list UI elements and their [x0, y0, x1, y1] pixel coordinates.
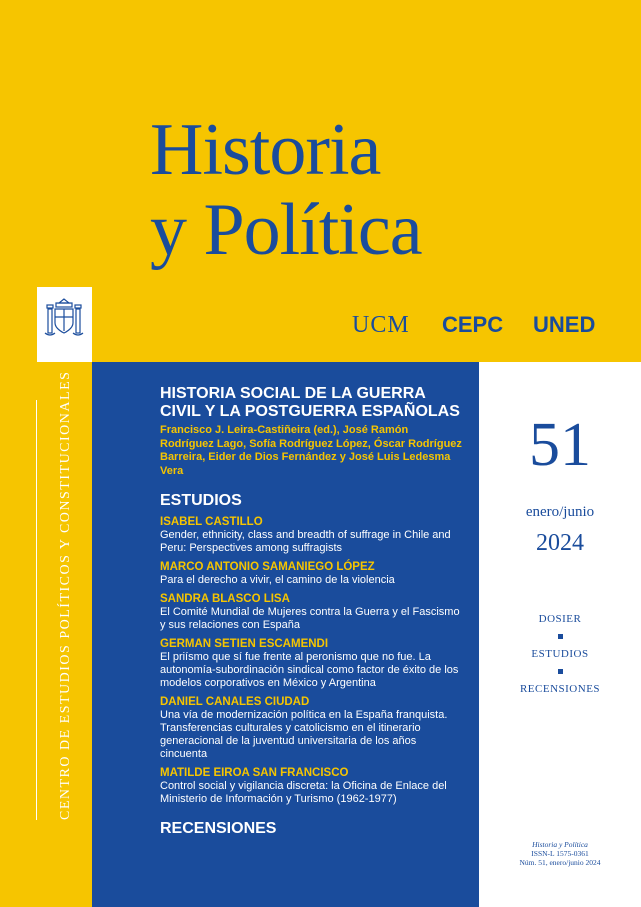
- recensiones-heading: RECENSIONES: [160, 820, 277, 837]
- coat-of-arms-icon: [37, 287, 92, 362]
- dossier-title: HISTORIA SOCIAL DE LA GUERRA CIVIL Y LA POSTGUERRA ESPAÑOLAS: [160, 385, 460, 420]
- article-entry: [160, 638, 465, 690]
- article-author: DANIEL CANALES CIUDAD: [160, 696, 310, 708]
- bullet-icon: [558, 634, 563, 639]
- publisher-vertical-text: CENTRO DE ESTUDIOS POLÍTICOS Y CONSTITUCIONALES: [58, 370, 73, 820]
- journal-title-line2: y Política: [150, 189, 422, 271]
- article-title: Para el derecho a vivir, el camino de la violencia: [160, 574, 395, 586]
- estudios-heading: ESTUDIOS: [160, 492, 242, 509]
- uned-logo: UNED: [533, 312, 596, 337]
- article-entry: [160, 593, 465, 632]
- issue-number: 51: [529, 411, 591, 479]
- left-divider-line: [36, 400, 37, 820]
- article-title: El priísmo que sí fue frente al peronismo que no fue. La autonomía-subordinación sindical como factor de éxito de los modelos corporativos en México y Argentina: [160, 651, 459, 689]
- journal-title: [150, 110, 422, 270]
- article-author: GERMAN SETIEN ESCAMENDI: [160, 638, 329, 650]
- journal-title-line1: Historia: [150, 109, 381, 191]
- article-author: ISABEL CASTILLO: [160, 516, 263, 528]
- section-item: DOSIER: [538, 613, 582, 625]
- article-title: El Comité Mundial de Mujeres contra la Guerra y el Fascismo y sus relaciones con España: [160, 606, 460, 631]
- article-author: SANDRA BLASCO LISA: [160, 593, 290, 605]
- article-author: MARCO ANTONIO SAMANIEGO LÓPEZ: [160, 561, 375, 573]
- issue-year: 2024: [536, 530, 584, 556]
- table-of-contents: [160, 385, 465, 838]
- article-entry: [160, 561, 465, 587]
- footnote-magazine: Historia y Política: [532, 840, 588, 849]
- section-item: RECENSIONES: [519, 683, 601, 695]
- section-item: ESTUDIOS: [531, 648, 589, 660]
- ucm-logo: UCM: [352, 312, 410, 338]
- article-entry: [160, 767, 465, 806]
- issue-sections-list: [479, 612, 641, 696]
- footnote-issn: ISSN-L 1575-0361: [531, 849, 589, 858]
- article-author: MATILDE EIROA SAN FRANCISCO: [160, 767, 349, 779]
- article-title: Control social y vigilancia discreta: la Oficina de Enlace del Ministerio de Información y Turismo (1962-1977): [160, 780, 447, 805]
- article-entry: [160, 696, 465, 761]
- coat-of-arms-box: [37, 287, 92, 362]
- article-entry: [160, 516, 465, 555]
- cepc-logo: CEPC: [442, 312, 504, 337]
- dossier-authors: Francisco J. Leira-Castiñeira (ed.), José Ramón Rodríguez Lago, Sofía Rodríguez López, Óscar Rodríguez Barreira, Eider de Dios Fernández y José Luis Ledesma Vera: [160, 424, 462, 477]
- footnote-issue: Núm. 51, enero/junio 2024: [519, 858, 601, 867]
- article-title: Gender, ethnicity, class and breadth of suffrage in Chile and Peru: Perspectives among suffragists: [160, 529, 451, 554]
- issue-period: enero/junio: [525, 504, 595, 520]
- article-title: Una vía de modernización política en la España franquista. Transferencias culturales y catolicismo en el itinerario generacional de la juventud universitaria de los años cincuenta: [160, 709, 448, 760]
- publication-footnote: [485, 840, 635, 867]
- bullet-icon: [558, 669, 563, 674]
